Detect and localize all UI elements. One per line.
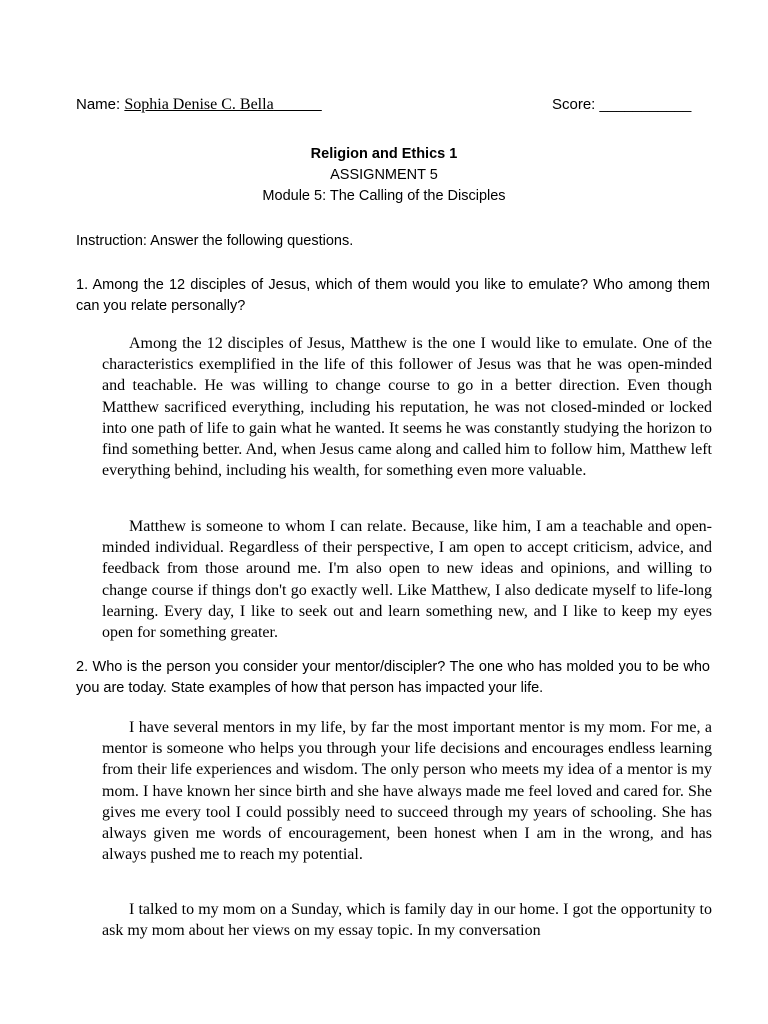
score-blank: ___________ — [599, 96, 692, 113]
answer-2-paragraph-1: I have several mentors in my life, by far the most important mentor is my mom. For me, a mentor is someone who helps you through your life decisions and encourages endless learning from their life experiences and wisdom. The only person who meets my idea of a mentor is my mom. I have known her since birth and she have always made me feel loved and cared for. She gives me every tool I could possibly need to succeed through my years of schooling. She has always given me words of encouragement, been honest when I am in the wrong, and has always pushed me to reach my potential. — [102, 719, 712, 864]
assignment-title: ASSIGNMENT 5 — [330, 167, 438, 183]
question-1: 1. Among the 12 disciples of Jesus, which of them would you like to emulate? Who among them can you relate personally? — [76, 277, 710, 314]
module-title: Module 5: The Calling of the Disciples — [262, 188, 506, 204]
name-label: Name: — [76, 96, 125, 113]
answer-1-paragraph-2: Matthew is someone to whom I can relate. Because, like him, I am a teachable and open-minded individual. Regardless of their perspective, I am open to accept criticism, advice, and feedback from those around me. I'm also open to new ideas and opinions, and willing to change course if things don't go exactly well. Like Matthew, I also dedicate myself to life-long learning. Every day, I like to seek out and learn something new, and I like to keep my eyes open for something greater. — [102, 518, 712, 642]
score-label: Score: — [552, 96, 600, 113]
student-name: Sophia Denise C. Bella______ — [124, 96, 322, 113]
course-title: Religion and Ethics 1 — [310, 146, 458, 162]
score-field — [552, 96, 691, 113]
document-titles — [0, 144, 768, 207]
answer-1-paragraph-1: Among the 12 disciples of Jesus, Matthew is the one I would like to emulate. One of the characteristics exemplified in the life of this follower of Jesus was that he was open-minded and teachable. He was willing to change course to go in a better direction. Even though Matthew sacrificed everything, including his reputation, he was not closed-minded or locked into one path of life to gain what he wanted. It seems he was constantly studying the horizon to find something better. And, when Jesus came along and called him to follow him, Matthew left everything behind, including his wealth, for something even more valuable. — [102, 335, 712, 480]
answer-2-paragraph-2: I talked to my mom on a Sunday, which is family day in our home. I got the opportunity to ask my mom about her views on my essay topic. In my conversation — [102, 901, 712, 940]
instruction-text: Instruction: Answer the following questions. — [76, 233, 354, 249]
question-2: 2. Who is the person you consider your mentor/discipler? The one who has molded you to be who you are today. State examples of how that person has impacted your life. — [76, 659, 710, 696]
name-field — [76, 96, 322, 114]
header-row — [76, 96, 702, 118]
